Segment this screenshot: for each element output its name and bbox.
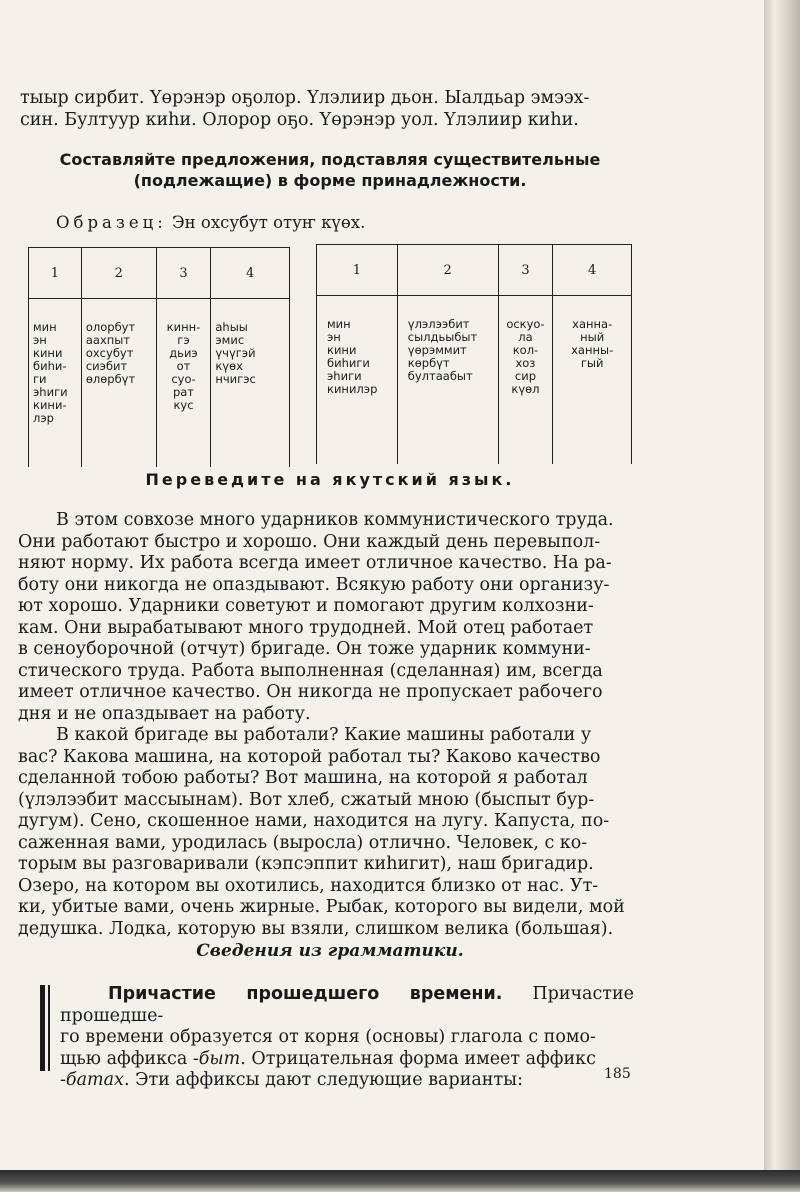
- grammar-title: Сведения из грамматики.: [196, 941, 464, 961]
- translation-text: [18, 510, 630, 940]
- page-edge: [0, 1170, 800, 1192]
- text-line: дугум). Сено, скошенное нами, находится на лугу. Капуста, по-: [18, 811, 610, 831]
- text-line: боту они никогда не опаздывают. Всякую работу они организу-: [18, 574, 610, 595]
- table-cell: оскуо- ла кол- хоз сир күөл: [506, 317, 545, 396]
- exercise2-heading: Переведите на якутский язык.: [145, 470, 515, 489]
- table-cell: ханна- ный ханны- гый: [571, 317, 614, 370]
- table-cell: мин эн кини биһи- ги эһиги кини- лэр: [33, 320, 68, 425]
- word-table-left: 1 2 3 4 мин эн кини биһи- ги эһиги кини- лэр олорбут аахпыт охсубут сиэбит өлөрбүт кинн- гэ дьиэ от суо- рат кус аһыы эмис үчүгэй күөх нчигэс: [28, 247, 290, 467]
- table-cell: үлэлээбит сылдьыбыт үөрэммит көрбүт бултаабыт: [407, 317, 478, 383]
- text-line: В какой бригаде вы работали? Какие машины работали у: [56, 725, 592, 745]
- text-line: Озеро, на котором вы охотились, находится близко от нас. Ут-: [18, 875, 599, 896]
- text-line: ют хорошо. Ударники советуют и помогают другим колхозни-: [18, 596, 594, 616]
- sample-sentence: Образец: Эн охсубут отуҥ күөх.: [56, 213, 366, 232]
- grammar-text: Причастие прошедшего времени. Причастие прошедше- го времени образуется от корня (основы) глагола с помо- щью аффикса -быт. Отрицательная форма имеет аффикс -батах. Эти аффиксы дают следующие варианты:: [60, 984, 634, 1090]
- text-line: (үлэлээбит массыынам). Вот хлеб, сжатый мною (быспыт бур-: [18, 789, 595, 810]
- text-line: вас? Какова машина, на которой работал ты? Каково качество: [18, 746, 601, 767]
- exercise1-heading: Составляйте предложения, подставляя существительные (подлежащие) в форме принадлежности.: [59, 150, 601, 190]
- word-table-right: 1 2 3 4 мин эн кини биһиги эһиги кинилэр үлэлээбит сылдьыбыт үөрэммит көрбүт бултаабыт оскуо- ла кол- хоз сир күөл ханна- ный ханны- гый: [316, 244, 632, 464]
- page-edge: [764, 0, 800, 1192]
- text-line: дедушка. Лодка, которую вы взяли, слишком велика (большая).: [18, 918, 614, 939]
- text-line: Они работают быстро и хорошо. Они каждый день перевыпол-: [18, 531, 601, 552]
- text-line: стического труда. Работа выполненная (сделанная) им, всегда: [18, 660, 603, 681]
- text-line: дня и не опаздывает на работу.: [18, 703, 311, 724]
- margin-bar: [48, 985, 50, 1071]
- table-cell: кинн- гэ дьиэ от суо- рат кус: [166, 320, 201, 412]
- text-line: торым вы разговаривали (кэпсэппит киһигит), наш бригадир.: [18, 854, 594, 874]
- text-line: В этом совхозе много ударников коммунистического труда.: [56, 510, 614, 530]
- text-line: кам. Они вырабатывают много трудодней. Мой отец работает: [18, 617, 594, 638]
- text-line: ки, убитые вами, очень жирные. Рыбак, которого вы видели, мой: [18, 897, 625, 917]
- text-line: в сеноуборочной (отчут) бригаде. Он тоже ударник коммуни-: [18, 639, 591, 659]
- intro-text: тыыр сирбит. Үөрэнэр оҕолор. Үлэлиир дьон. Ыалдьар эмээх- син. Бултуур киһи. Олорор оҕо. Үөрэнэр уол. Үлэлиир киһи.: [20, 88, 590, 130]
- page-number: 185: [604, 1066, 631, 1082]
- table-cell: аһыы эмис үчүгэй күөх нчигэс: [215, 320, 256, 386]
- text-line: сделанной тобою работы? Вот машина, на которой я работал: [18, 768, 588, 788]
- text-line: имеет отличное качество. Он никогда не пропускает рабочего: [18, 682, 603, 702]
- text-line: няют норму. Их работа всегда имеет отличное качество. На ра-: [18, 553, 612, 573]
- grammar-term: Причастие прошедшего времени.: [108, 984, 503, 1004]
- table-cell: олорбут аахпыт охсубут сиэбит өлөрбүт: [85, 320, 136, 386]
- text-line: саженная вами, уродилась (выросла) отлично. Человек, с ко-: [18, 832, 588, 853]
- table-cell: мин эн кини биһиги эһиги кинилэр: [327, 317, 378, 396]
- margin-bar: [40, 985, 45, 1071]
